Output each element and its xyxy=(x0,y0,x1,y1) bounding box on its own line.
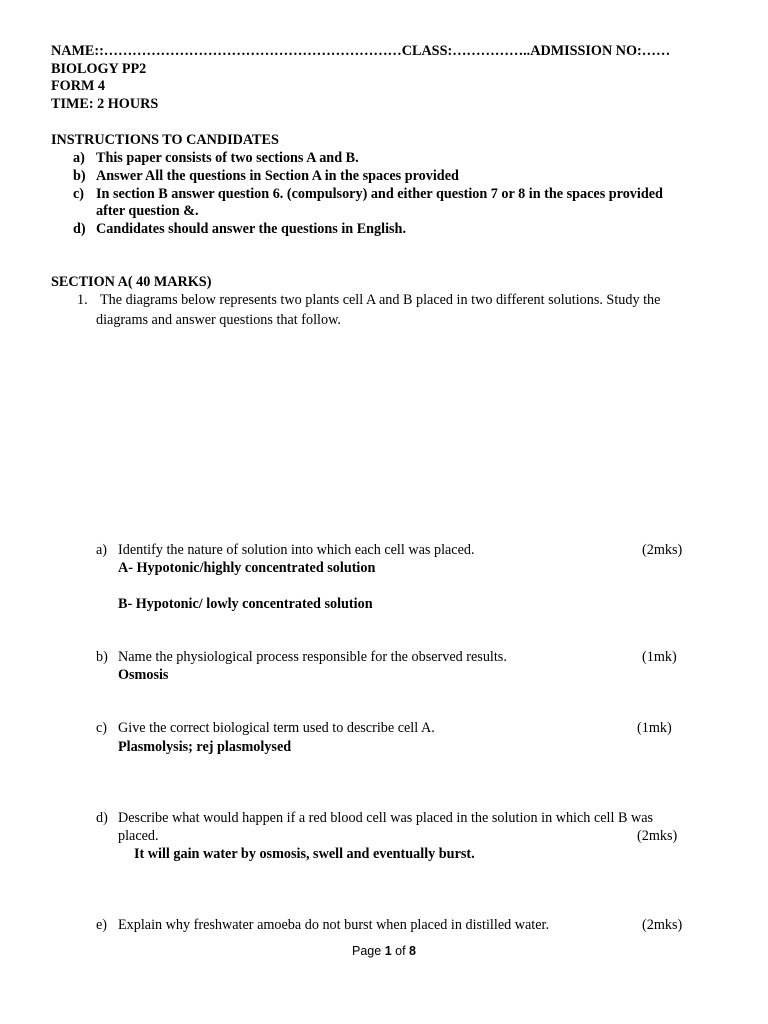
part-b-question: Name the physiological process responsible for the observed results. xyxy=(118,649,507,665)
part-b-marks: (1mk) xyxy=(642,649,677,665)
instruction-c-text: In section B answer question 6. (compulsory) and either question 7 or 8 in the spaces provided xyxy=(96,186,663,202)
part-d-question-line2: placed. xyxy=(118,828,159,844)
subject-title: BIOLOGY PP2 xyxy=(51,61,147,77)
part-a-answer-a: A- Hypotonic/highly concentrated solution xyxy=(118,560,376,576)
part-a-marker: a) xyxy=(96,542,108,558)
part-d-question-line1: Describe what would happen if a red blood cell was placed in the solution in which cell B was xyxy=(118,810,654,826)
question-1-number: 1. xyxy=(77,292,88,308)
diagram-area xyxy=(51,335,711,535)
part-a-marks: (2mks) xyxy=(642,542,683,558)
part-e-question: Explain why freshwater amoeba do not burst when placed in distilled water. xyxy=(118,917,550,933)
question-1-text-line2: diagrams and answer questions that follow. xyxy=(96,312,341,328)
part-d-answer: It will gain water by osmosis, swell and eventually burst. xyxy=(134,846,475,862)
part-d-marker: d) xyxy=(96,810,108,826)
part-a-question: Identify the nature of solution into which each cell was placed. xyxy=(118,542,475,558)
instruction-a-text: This paper consists of two sections A and B. xyxy=(96,150,359,166)
instruction-a-marker: a) xyxy=(73,150,85,166)
instruction-b-marker: b) xyxy=(73,168,86,184)
part-c-question: Give the correct biological term used to describe cell A. xyxy=(118,720,435,736)
page-total: 8 xyxy=(409,944,416,958)
instruction-c-marker: c) xyxy=(73,186,85,202)
part-e-marker: e) xyxy=(96,917,108,933)
page-footer xyxy=(0,942,768,960)
section-a-title: SECTION A( 40 MARKS) xyxy=(51,274,212,290)
page-number: 1 xyxy=(384,944,392,958)
question-1-text-line1: The diagrams below represents two plants cell A and B placed in two different solutions. Study the xyxy=(100,292,661,308)
part-a-answer-b: B- Hypotonic/ lowly concentrated solution xyxy=(118,596,373,612)
name-class-admission-line: NAME::………………………………………………………CLASS:……………..ADMISSION NO:…… xyxy=(51,43,671,59)
time-label: TIME: 2 HOURS xyxy=(51,96,159,112)
form-label: FORM 4 xyxy=(51,78,105,94)
part-e-marks: (2mks) xyxy=(642,917,683,933)
part-c-answer: Plasmolysis; rej plasmolysed xyxy=(118,739,292,755)
part-b-answer: Osmosis xyxy=(118,667,169,683)
part-c-marker: c) xyxy=(96,720,108,736)
part-d-marks: (2mks) xyxy=(637,828,678,844)
instruction-d-text: Candidates should answer the questions in English. xyxy=(96,221,406,237)
part-b-marker: b) xyxy=(96,649,108,665)
instruction-d-marker: d) xyxy=(73,221,86,237)
instruction-c-continuation: after question &. xyxy=(96,203,199,219)
instruction-b-text: Answer All the questions in Section A in the spaces provided xyxy=(96,168,459,184)
page-prefix: Page xyxy=(352,944,385,958)
part-c-marks: (1mk) xyxy=(637,720,672,736)
page-mid: of xyxy=(391,944,410,958)
instructions-title: INSTRUCTIONS TO CANDIDATES xyxy=(51,132,279,148)
